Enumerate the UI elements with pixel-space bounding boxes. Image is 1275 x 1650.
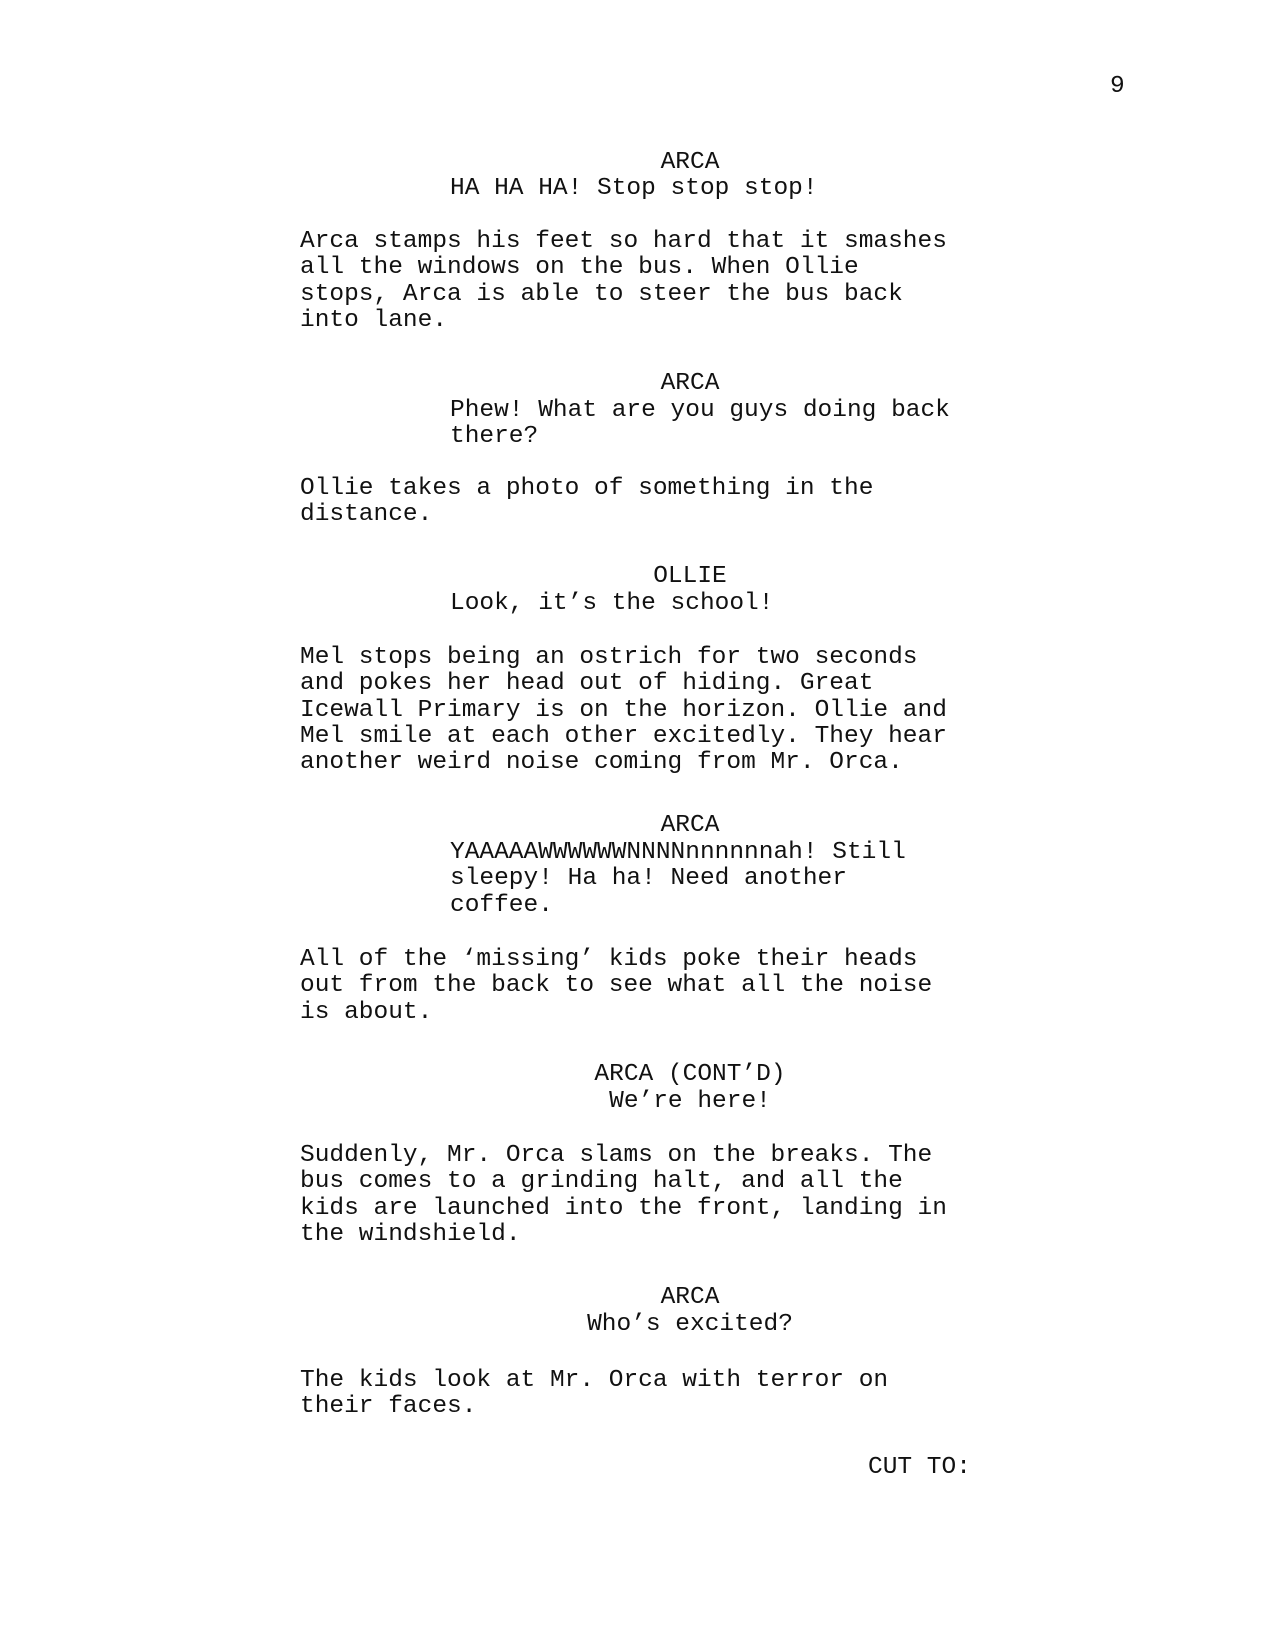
dialogue: HA HA HA! Stop stop stop! (450, 175, 818, 202)
action-line: All of the ‘missing’ kids poke their heads out from the back to see what all the noise is about. (300, 946, 933, 1026)
dialogue: Phew! What are you guys doing back there? (450, 397, 950, 451)
transition: CUT TO: (868, 1454, 971, 1481)
character-name: ARCA (660, 149, 720, 176)
action-line: Mel stops being an ostrich for two seconds and pokes her head out of hiding. Great Icewall Primary is on the horizon. Ollie and Mel smile at each other excitedly. They hear another weird noise coming from Mr. Orca. (300, 644, 947, 777)
character-name: ARCA (660, 370, 720, 397)
dialogue: Look, it’s the school! (450, 590, 774, 617)
action-line: Arca stamps his feet so hard that it smashes all the windows on the bus. When Ollie stops, Arca is able to steer the bus back into lane. (300, 228, 947, 334)
dialogue: Who’s excited? (587, 1311, 793, 1338)
action-line: Ollie takes a photo of something in the distance. (300, 475, 874, 529)
action-line: The kids look at Mr. Orca with terror on their faces. (300, 1367, 889, 1421)
character-name: OLLIE (653, 563, 727, 590)
character-name: ARCA (660, 1284, 720, 1311)
action-line: Suddenly, Mr. Orca slams on the breaks. The bus comes to a grinding halt, and all the kids are launched into the front, landing in the windshield. (300, 1142, 947, 1248)
dialogue: YAAAAAWWWWWWNNNNnnnnnnah! Still sleepy! Ha ha! Need another coffee. (450, 839, 906, 919)
dialogue: We’re here! (609, 1088, 771, 1115)
page-number: 9 (1110, 73, 1125, 100)
character-name: ARCA (CONT’D) (594, 1061, 786, 1088)
character-name: ARCA (660, 812, 720, 839)
